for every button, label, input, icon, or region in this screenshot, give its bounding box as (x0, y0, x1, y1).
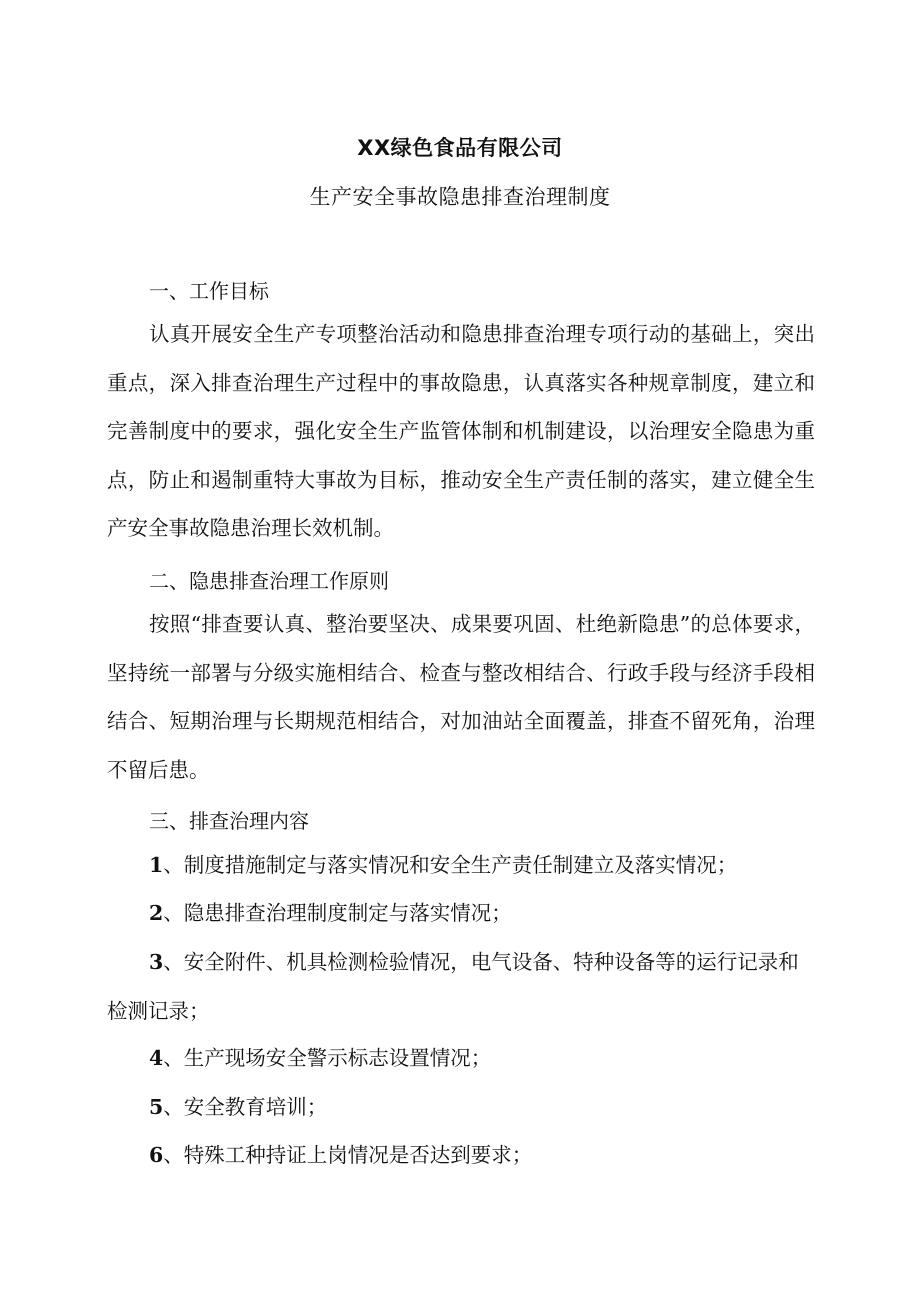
list-item-text: 、隐患排查治理制度制定与落实情况； (163, 901, 512, 925)
list-item-text: 、安全附件、机具检测检验情况，电气设备、特种设备等的运行记录和检测记录； (107, 950, 799, 1023)
section-heading-content: 三、排查治理内容 (149, 809, 309, 833)
list-item-text: 、安全教育培训； (163, 1095, 328, 1119)
list-item-number: 3 (149, 950, 164, 974)
list-item (107, 1131, 815, 1180)
list-item-number: 5 (149, 1095, 164, 1119)
document-title: 生产安全事故隐患排查治理制度 (309, 185, 611, 209)
list-item-text: 、生产现场安全警示标志设置情况； (163, 1046, 492, 1070)
list-item-number: 4 (149, 1046, 164, 1070)
list-item (107, 841, 815, 890)
section-heading-goals: 一、工作目标 (149, 279, 269, 303)
section-body-goals: 认真开展安全生产专项整治活动和隐患排查治理专项行动的基础上，突出重点，深入排查治理生产过程中的事故隐患，认真落实各种规章制度，建立和完善制度中的要求，强化安全生产监管体制和机制建设，以治理安全隐患为重点，防止和遏制重特大事故为目标，推动安全生产责任制的落实，建立健全生产安全事故隐患治理长效机制。 (107, 322, 815, 540)
list-item-text: 、特殊工种持证上岗情况是否达到要求； (163, 1143, 533, 1167)
list-item-text: 、制度措施制定与落实情况和安全生产责任制建立及落实情况； (163, 853, 738, 877)
list-item-number: 1 (149, 853, 164, 877)
list-item (107, 1083, 815, 1132)
list-item-number: 2 (149, 901, 164, 925)
section-heading-principles: 二、隐患排查治理工作原则 (149, 569, 389, 593)
list-item-number: 6 (149, 1143, 164, 1167)
company-name: XX绿色食品有限公司 (357, 136, 563, 160)
section-body-principles: 按照“排查要认真、整治要坚决、成果要巩固、杜绝新隐患”的总体要求，坚持统一部署与分级实施相结合、检查与整改相结合、行政手段与经济手段相结合、短期治理与长期规范相结合，对加油站全面覆盖，排查不留死角，治理不留后患。 (107, 612, 815, 782)
list-item (107, 938, 815, 1035)
list-item (107, 889, 815, 938)
list-item (107, 1034, 815, 1083)
